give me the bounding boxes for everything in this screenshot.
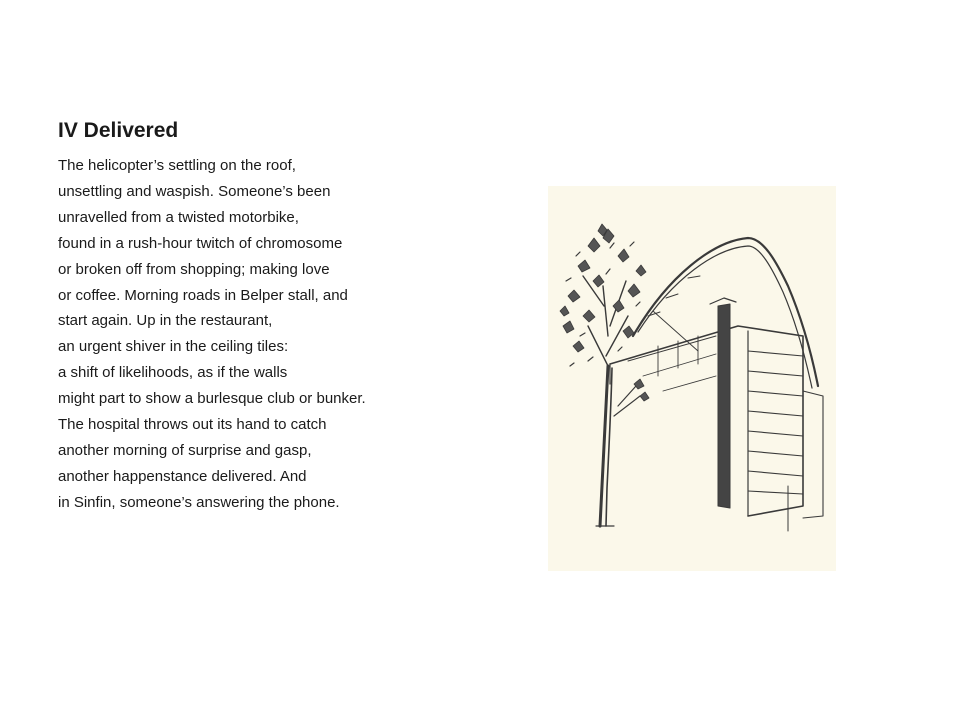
poem-line: another happenstance delivered. And <box>58 467 307 485</box>
poem-line: The hospital throws out its hand to catch <box>58 416 327 434</box>
poem-title: IV Delivered <box>58 119 179 142</box>
poem-line: a shift of likelihoods, as if the walls <box>58 364 288 382</box>
poem-line: unravelled from a twisted motorbike, <box>58 208 299 226</box>
poem-line: unsettling and waspish. Someone’s been <box>58 182 331 200</box>
poem-line: or broken off from shopping; making love <box>58 260 330 278</box>
poem-line: another morning of surprise and gasp, <box>58 441 312 459</box>
building-and-tree-sketch-icon <box>548 186 836 571</box>
poem-line: The helicopter’s settling on the roof, <box>58 157 296 174</box>
poem-line: found in a rush-hour twitch of chromosome <box>58 234 343 252</box>
poem-line: in Sinfin, someone’s answering the phone. <box>58 493 340 511</box>
poem-line: or coffee. Morning roads in Belper stall, and <box>58 286 348 304</box>
poem-line: an urgent shiver in the ceiling tiles: <box>58 338 289 356</box>
poem-line: might part to show a burlesque club or bunker. <box>58 390 366 408</box>
poem-body <box>58 153 366 516</box>
poem-line: start again. Up in the restaurant, <box>58 312 273 330</box>
